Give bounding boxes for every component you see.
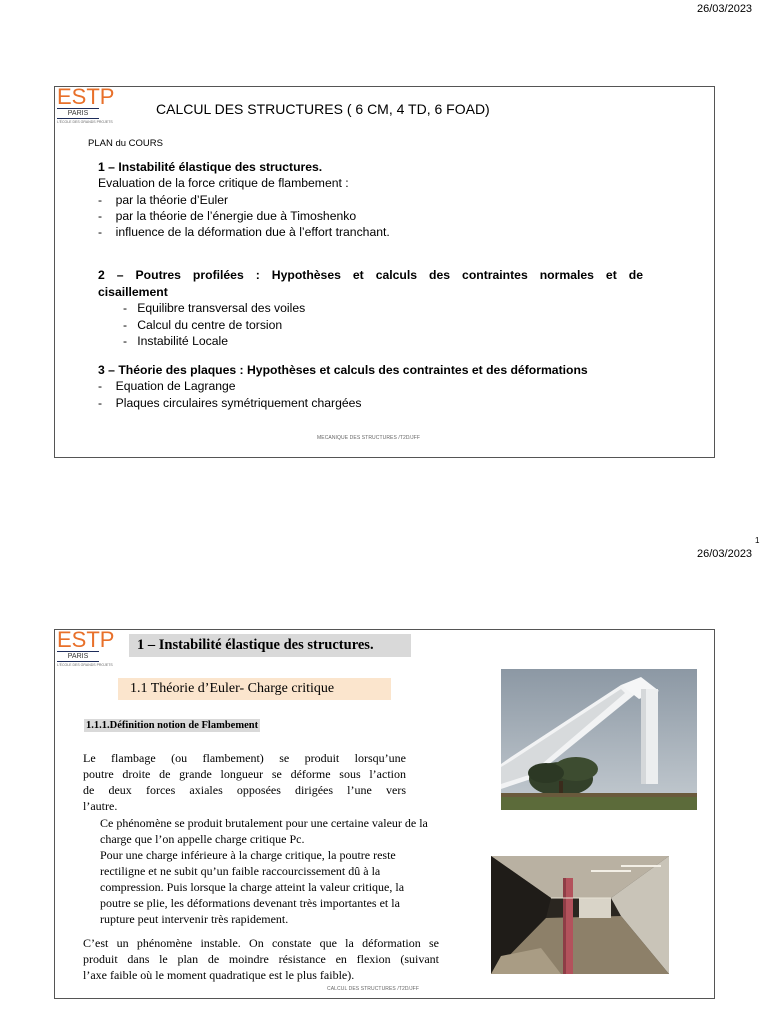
logo-tagline: L'ÉCOLE DES GRANDS PROJETS (57, 120, 113, 124)
slide-title: CALCUL DES STRUCTURES ( 6 CM, 4 TD, 6 FOAD) (156, 101, 490, 117)
section-1-intro: Evaluation de la force critique de flambement : (98, 176, 349, 190)
paragraph-3: C’est un phénomène instable. On constate que la déformation se produit dans le plan de moindre résistance en flexion (suivant l’axe faible où le moment quadratique est le plus faible). (83, 936, 439, 982)
section-1-heading: 1 – Instabilité élastique des structures. (98, 160, 323, 174)
section-2-heading: 2 – Poutres profilées : Hypothèses et calculs des contraintes normales et de (98, 268, 643, 282)
page1-date: 26/03/2023 (697, 3, 753, 15)
logo-city: PARIS (57, 651, 99, 662)
page2-date: 26/03/2023 (697, 548, 753, 560)
slide-subtitle: 1.1 Théorie d’Euler- Charge critique (118, 678, 391, 700)
page-number: 1 (755, 536, 760, 545)
slide-1 (54, 86, 715, 458)
list-item: - Instabilité Locale (123, 334, 229, 348)
logo-name: ESTP (57, 627, 115, 652)
list-item: - Plaques circulaires symétriquement chargées (98, 396, 362, 410)
paragraph-1: Le flambage (ou flambement) se produit lorsqu’une poutre droite de grande longueur se déforme sous l’action de deux forces axiales opposées dirigées l’une vers l’autre. (83, 751, 406, 813)
list-item: - par la théorie d’Euler (98, 193, 229, 207)
paragraph-2: Ce phénomène se produit brutalement pour une certaine valeur de la charge que l’on appelle charge critique Pc. Pour une charge inférieure à la charge critique, la poutre reste rectiligne et ne subit qu’un faible raccourcissement dû à la compression. Puis lorsque la charge atteint la valeur critique, la poutre se plie, les déformations devenant très importantes et la rupture peut intervenir très rapidement. (100, 816, 428, 926)
list-item: - Equilibre transversal des voiles (123, 301, 306, 315)
list-item: - Calcul du centre de torsion (123, 318, 283, 332)
list-item: - par la théorie de l’énergie due à Timoshenko (98, 209, 357, 223)
plan-label: PLAN du COURS (88, 138, 163, 149)
wind-turbine-photo (501, 669, 697, 810)
slide-2 (54, 629, 715, 999)
list-item: - Equation de Lagrange (98, 379, 236, 393)
slide-footer: MECANIQUE DES STRUCTURES /T2D/JFF (317, 435, 421, 441)
list-item: - influence de la déformation due à l’effort tranchant. (98, 225, 390, 239)
estp-logo (57, 84, 115, 124)
logo-name: ESTP (57, 84, 115, 109)
estp-logo (57, 627, 115, 667)
slide-title: 1 – Instabilité élastique des structures. (129, 634, 411, 657)
section-2-heading-cont: cisaillement (98, 285, 168, 299)
logo-tagline: L'ÉCOLE DES GRANDS PROJETS (57, 663, 113, 667)
definition-heading: 1.1.1.Définition notion de Flambement (86, 720, 259, 731)
logo-city: PARIS (57, 108, 99, 119)
slide-footer: CALCUL DES STRUCTURES /T2D/JFF (327, 986, 419, 992)
tunnel-photo (491, 856, 669, 974)
section-3-heading: 3 – Théorie des plaques : Hypothèses et calculs des contraintes et des déformations (98, 363, 588, 377)
